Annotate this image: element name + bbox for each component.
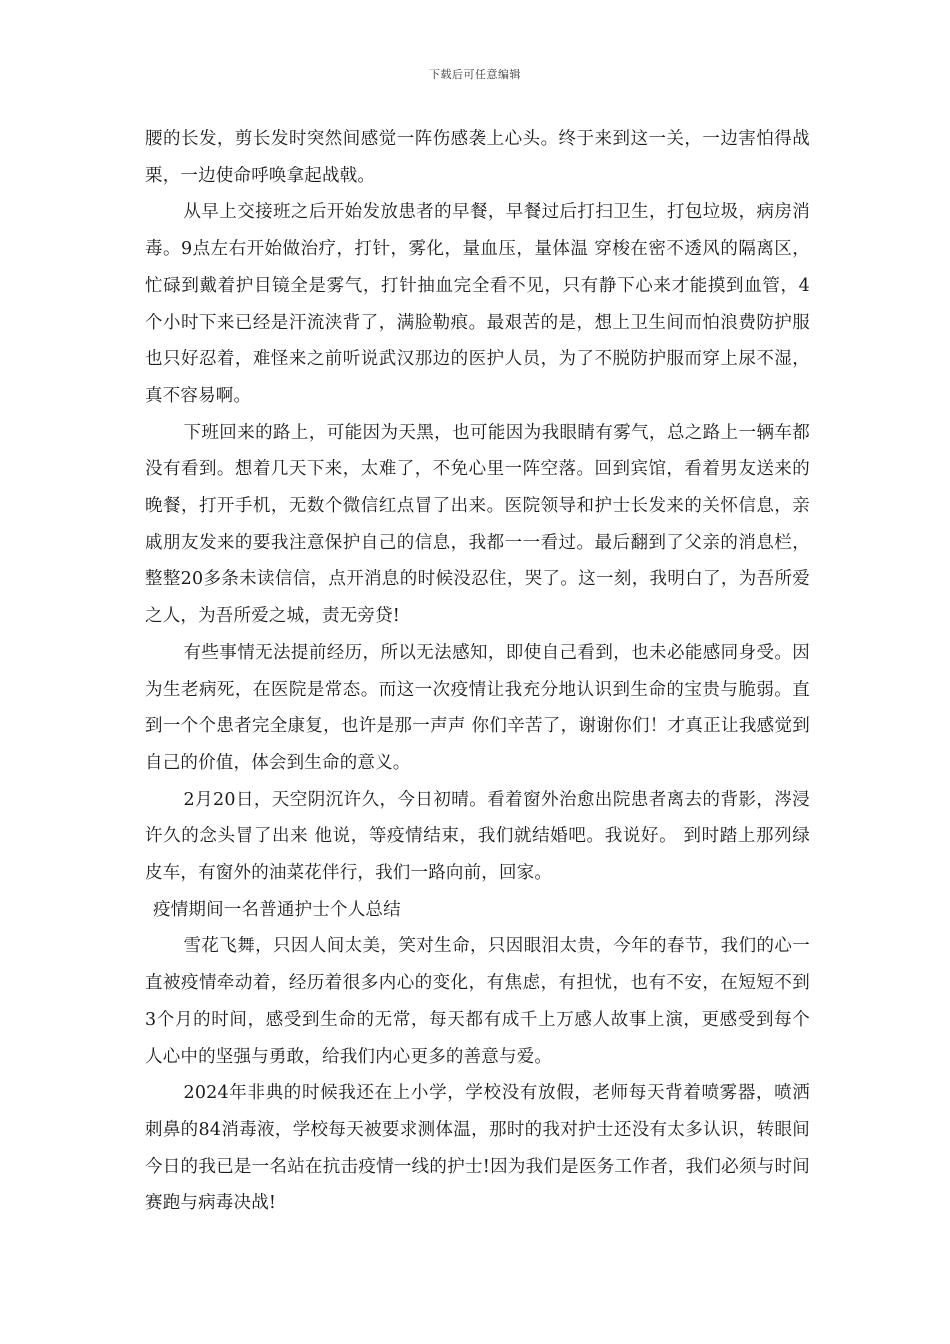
paragraph: 雪花飞舞，只因人间太美，笑对生命，只因眼泪太贵，今年的春节，我们的心一直被疫情牵动着，经历着很多内心的变化，有焦虑，有担忧，也有不安，在短短不到3个月的时间，感受到生命的无常，每天都有成千上万感人故事上演，更感受到每个人心中的坚强与勇敢，给我们内心更多的善意与爱。 [145, 936, 810, 1067]
paragraph: 有些事情无法提前经历，所以无法感知，即使自己看到，也未必能感同身受。因为生老病死，在医院是常态。而这一次疫情让我充分地认识到生命的宝贵与脆弱。直到一个个患者完全康复，也许是那一声声 你们辛苦了，谢谢你们！才真正让我感觉到自己的价值，体会到生命的意义。 [145, 642, 810, 773]
paragraph: 下班回来的路上，可能因为天黑，也可能因为我眼睛有雾气，总之路上一辆车都没有看到。想着几天下来，太难了，不免心里一阵空落。回到宾馆，看着男友送来的晚餐，打开手机，无数个微信红点冒了出来。医院领导和护士长发来的关怀信息，亲戚朋友发来的要我注意保护自己的信息，我都一一看过。最后翻到了父亲的消息栏，整整20多条未读信信，点开消息的时候没忍住，哭了。这一刻，我明白了，为吾所爱之人，为吾所爱之城，责无旁贷! [145, 422, 810, 627]
document-body [145, 121, 810, 1222]
page-header: 下载后可任意编辑 [429, 68, 521, 81]
paragraph: 2月20日，天空阴沉许久，今日初晴。看着窗外治愈出院患者离去的背影，涔浸许久的念头冒了出来 他说，等疫情结束，我们就结婚吧。我说好。 到时踏上那列绿皮车，有窗外的油菜花伴行，我们一路向前，回家。 [145, 789, 810, 884]
paragraph: 2024年非典的时候我还在上小学，学校没有放假，老师每天背着喷雾器，喷洒刺鼻的84消毒液，学校每天被要求测体温，那时的我对护士还没有太多认识，转眼间今日的我已是一名站在抗击疫情一线的护士!因为我们是医务工作者，我们必须与时间赛跑与病毒决战! [145, 1083, 810, 1214]
section-heading: 疫情期间一名普通护士个人总结 [153, 899, 401, 920]
paragraph: 从早上交接班之后开始发放患者的早餐，早餐过后打扫卫生，打包垃圾，病房消毒。9点左右开始做治疗，打针，雾化，量血压，量体温 穿梭在密不透风的隔离区，忙碌到戴着护目镜全是雾气，打针抽血完全看不见，只有静下心来才能摸到血管，4个小时下来已经是汗流浃背了，满脸勒痕。最艰苦的是，想上卫生间而怕浪费防护服也只好忍着，难怪来之前听说武汉那边的医护人员，为了不脱防护服而穿上尿不湿，真不容易啊。 [145, 202, 810, 406]
paragraph: 腰的长发，剪长发时突然间感觉一阵伤感袭上心头。终于来到这一关，一边害怕得战栗，一边使命呼唤拿起战戟。 [145, 129, 810, 186]
